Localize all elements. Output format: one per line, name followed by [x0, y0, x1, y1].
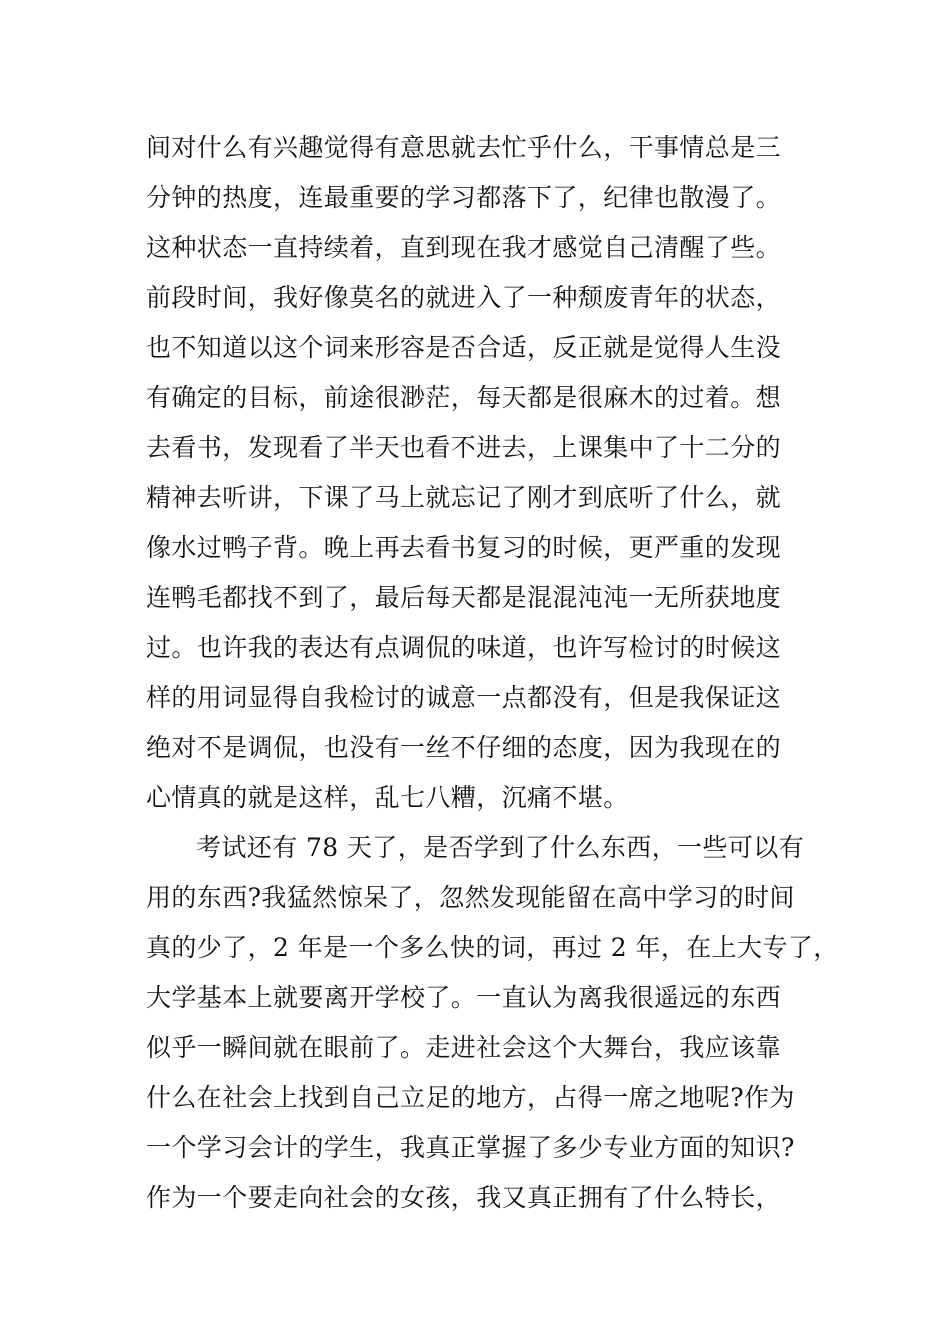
text-line: 过。也许我的表达有点调侃的味道，也许写检讨的时候这: [146, 633, 782, 662]
text-line: 去看书，发现看了半天也看不进去，上课集中了十二分的: [146, 433, 782, 462]
text-line: 也不知道以这个词来形容是否合适，反正就是觉得人生没: [146, 333, 782, 362]
text-line: 有确定的目标，前途很渺茫，每天都是很麻木的过着。想: [146, 383, 782, 412]
text-line: 连鸭毛都找不到了，最后每天都是混混沌沌一无所获地度: [146, 583, 782, 612]
text-line: 似乎一瞬间就在眼前了。走进社会这个大舞台，我应该靠: [146, 1033, 782, 1062]
text-line: 真的少了，2 年是一个多么快的词，再过 2 年，在上大专了，: [146, 933, 839, 962]
text-line: 考试还有 78 天了，是否学到了什么东西，一些可以有: [196, 833, 805, 862]
text-line: 像水过鸭子背。晚上再去看书复习的时候，更严重的发现: [146, 533, 782, 562]
text-line: 样的用词显得自我检讨的诚意一点都没有，但是我保证这: [146, 683, 782, 712]
text-line: 绝对不是调侃，也没有一丝不仔细的态度，因为我现在的: [146, 733, 782, 762]
text-line: 这种状态一直持续着，直到现在我才感觉自己清醒了些。: [146, 233, 782, 262]
text-line: 什么在社会上找到自己立足的地方，占得一席之地呢?作为: [146, 1083, 795, 1112]
text-line: 精神去听讲，下课了马上就忘记了刚才到底听了什么，就: [146, 483, 782, 512]
text-line: 作为一个要走向社会的女孩，我又真正拥有了什么特长，: [146, 1183, 782, 1212]
text-line: 大学基本上就要离开学校了。一直认为离我很遥远的东西: [146, 983, 782, 1012]
text-line: 用的东西?我猛然惊呆了，忽然发现能留在高中学习的时间: [146, 883, 795, 912]
text-line: 前段时间，我好像莫名的就进入了一种颓废青年的状态，: [146, 283, 782, 312]
text-line: 心情真的就是这样，乱七八糟，沉痛不堪。: [146, 783, 629, 812]
text-line: 分钟的热度，连最重要的学习都落下了，纪律也散漫了。: [146, 183, 782, 212]
text-line: 一个学习会计的学生，我真正掌握了多少专业方面的知识?: [146, 1133, 795, 1162]
text-line: 间对什么有兴趣觉得有意思就去忙乎什么，干事情总是三: [146, 133, 782, 162]
